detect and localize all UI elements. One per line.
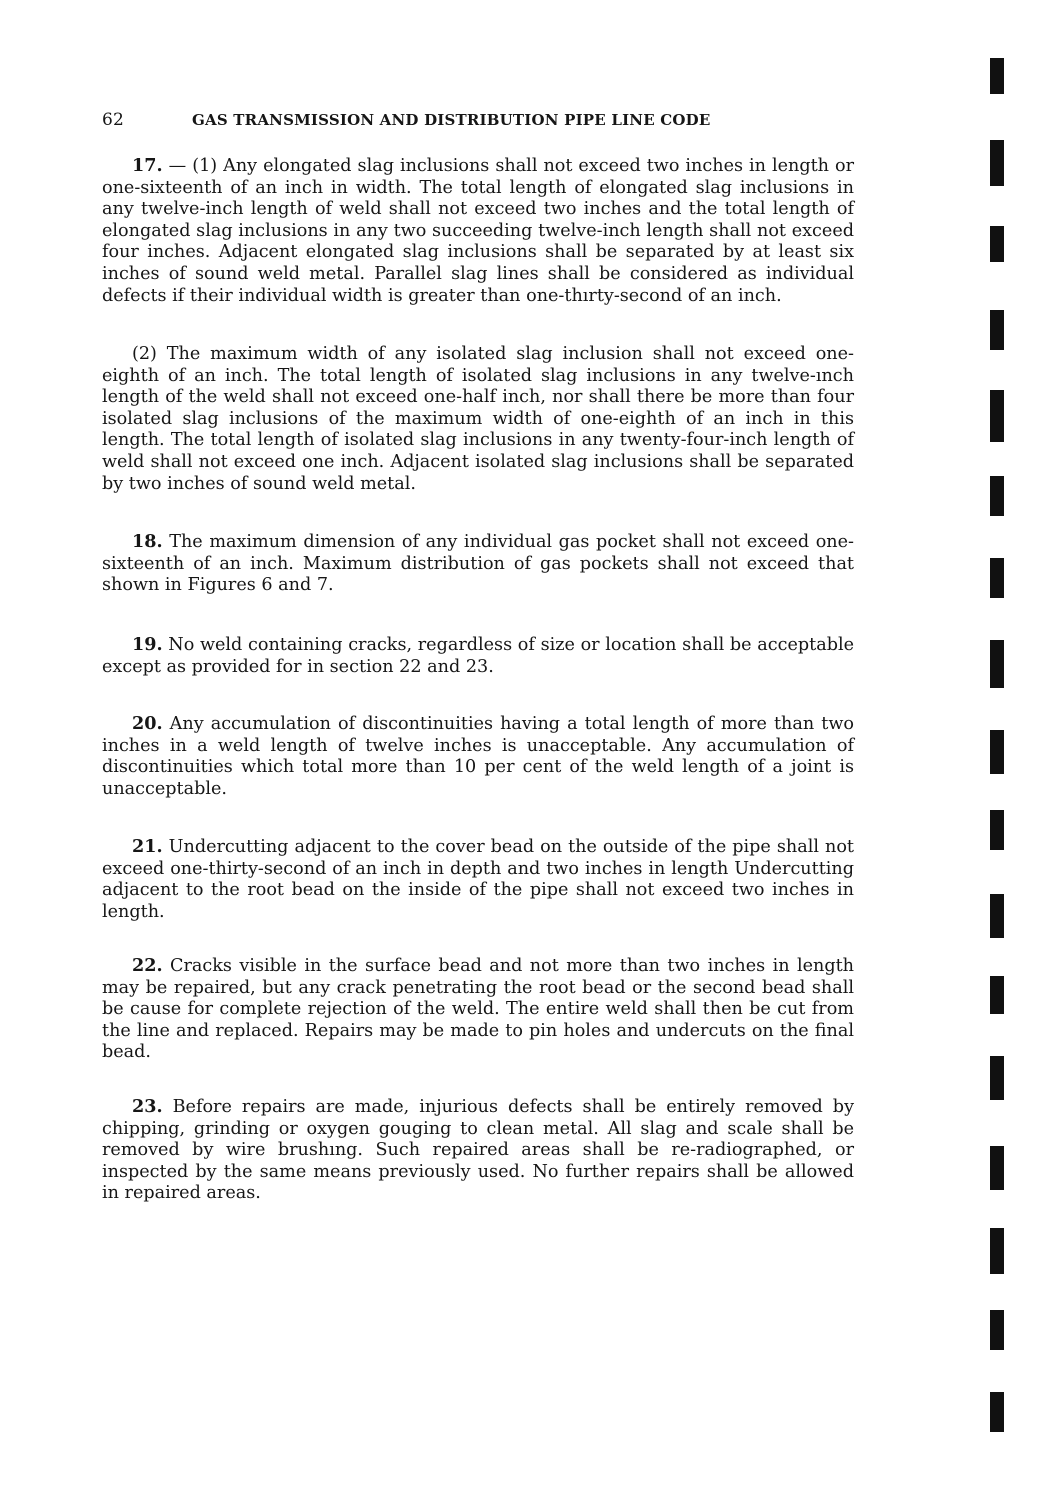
binding-hole-mark	[990, 1056, 1004, 1100]
section-number: 17.	[132, 155, 163, 176]
section-number: 20.	[132, 713, 163, 734]
section-number: 23.	[132, 1096, 163, 1117]
binding-hole-mark	[990, 1310, 1004, 1350]
section-number: 19.	[132, 634, 163, 655]
section-21	[102, 836, 854, 923]
section-text: Cracks visible in the surface bead and not more than two inches in length may be repaired, but any crack penetrating the root bead or the second bead shall be cause for complete rejection of the weld. The entire weld shall then be cut from the line and replaced. Repairs may be made to pin holes and undercuts on the final bead.	[102, 956, 855, 1063]
section-22	[102, 955, 854, 1064]
binding-hole-mark	[990, 730, 1004, 774]
binding-hole-mark	[990, 894, 1004, 938]
binding-hole-mark	[990, 226, 1004, 262]
binding-hole-mark	[990, 976, 1004, 1014]
section-number: 21.	[132, 836, 163, 857]
binding-hole-mark	[990, 476, 1004, 516]
section-text: Before repairs are made, injurious defects shall be entirely removed by chipping, grinding or oxygen gouging to clean metal. All slag and scale shall be removed by wire brushıng. Such repaired areas shall be re-radiographed, or inspected by the same means previously used. No further repairs shall be allowed in repaired areas.	[102, 1097, 855, 1204]
page-number: 62	[102, 110, 125, 130]
section-text: — (1) Any elongated slag inclusions shall not exceed two inches in length or one-sixteenth of an inch in width. The total length of elongated slag inclusions in any twelve-inch length of weld shall not exceed two inches and the total length of elongated slag inclusions in any two succeeding twelve-inch length shall not exceed four inches. Adjacent elongated slag inclusions shall be separated by at least six inches of sound weld metal. Parallel slag lines shall be considered as individual defects if their individual width is greater than one-thırty-second of an inch.	[102, 156, 854, 306]
section-18	[102, 531, 854, 597]
binding-hole-mark	[990, 1228, 1004, 1274]
binding-hole-mark	[990, 1392, 1004, 1432]
section-19	[102, 634, 854, 678]
section-number: 18.	[132, 531, 163, 552]
binding-hole-mark	[990, 310, 1004, 350]
section-17-1	[102, 155, 854, 307]
section-20	[102, 713, 854, 800]
binding-margin	[990, 0, 1030, 1490]
section-text: Undercutting adjacent to the cover bead on the outside of the pipe shall not exceed one-thirty-second of an inch in depth and two inches in length Undercutting adjacent to the root bead on the inside of the pipe shall not exceed two inches in length.	[102, 837, 855, 922]
section-23	[102, 1096, 854, 1205]
binding-hole-mark	[990, 140, 1004, 186]
binding-hole-mark	[990, 640, 1004, 688]
section-17-2	[102, 344, 854, 495]
binding-hole-mark	[990, 58, 1004, 94]
section-number: 22.	[132, 955, 163, 976]
section-text: The maximum dimension of any individual gas pocket shall not exceed one-sixteenth of an inch. Maximum distribution of gas pockets shall not exceed that shown in Figures 6 and 7.	[102, 532, 855, 596]
section-text: (2) The maximum width of any isolated slag inclusion shall not exceed one-eighth of an inch. The total length of isolated slag inclusions in any twelve-ınch length of the weld shall not exceed one-half inch, nor shall there be more than four isolated slag inclusions of the maximum width of one-eighth of an inch in this length. The total length of isolated slag inclusions in any twenty-four-inch length of weld shall not exceed one inch. Adjacent isolated slag inclusions shall be separated by two inches of sound weld metal.	[102, 344, 854, 494]
binding-hole-mark	[990, 810, 1004, 850]
binding-hole-mark	[990, 390, 1004, 442]
binding-hole-mark	[990, 558, 1004, 598]
section-text: No weld containing cracks, regardless of size or location shall be acceptable except as provided for in section 22 and 23.	[102, 635, 855, 677]
binding-hole-mark	[990, 1146, 1004, 1190]
running-title: GAS TRANSMISSION AND DISTRIBUTION PIPE LINE CODE	[192, 111, 711, 129]
section-text: Any accumulation of discontinuities having a total length of more than two inches in a weld length of twelve inches is unacceptable. Any accumulation of discontinuities which total more than 10 per cent of the weld length of a joint is unacceptable.	[102, 714, 854, 799]
